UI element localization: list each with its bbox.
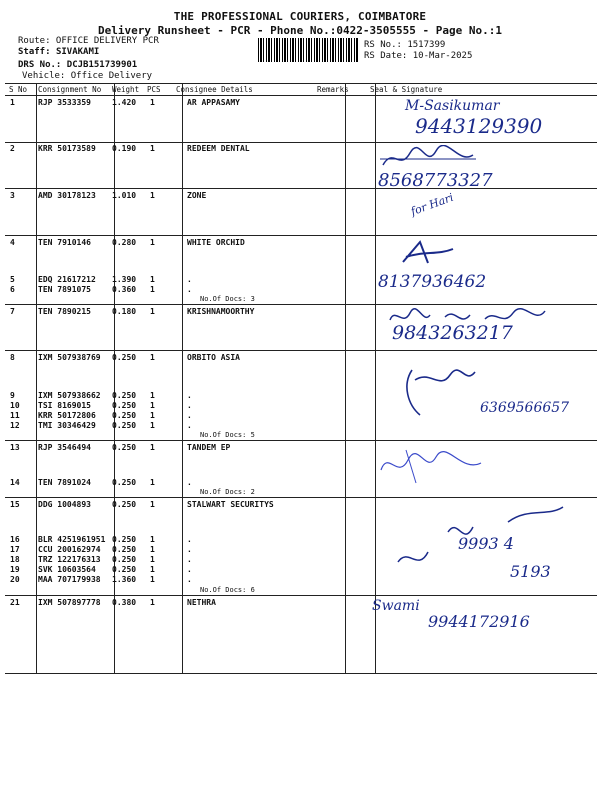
signature-13-scribble bbox=[376, 445, 486, 485]
row-pcs: 1 bbox=[150, 307, 155, 316]
col-header-consignee: Consignee Details bbox=[176, 85, 253, 94]
col-divider-3 bbox=[182, 83, 183, 673]
signature-1-phone: 9443129390 bbox=[415, 114, 543, 138]
row-pcs: 1 bbox=[150, 478, 155, 487]
row-weight: 0.250 bbox=[112, 555, 137, 564]
col-header-pcs: PCS bbox=[147, 85, 161, 94]
doc-count: No.Of Docs: 3 bbox=[200, 295, 255, 303]
doc-count: No.Of Docs: 2 bbox=[200, 488, 255, 496]
signature-1-name: M-Sasikumar bbox=[405, 98, 500, 114]
row-sno: 12 bbox=[10, 421, 20, 430]
group-line-8 bbox=[5, 595, 597, 596]
row-weight: 0.380 bbox=[112, 598, 137, 607]
row-consignee: ZONE bbox=[187, 191, 207, 200]
row-consignee: NETHRA bbox=[187, 598, 216, 607]
row-pcs: 1 bbox=[150, 144, 155, 153]
row-consignee: . bbox=[187, 555, 192, 564]
signature-2-scribble bbox=[378, 145, 478, 173]
runsheet-barcode bbox=[258, 38, 358, 62]
col-header-weight: Weight bbox=[112, 85, 140, 94]
row-consignee: STALWART SECURITYS bbox=[187, 500, 274, 509]
row-weight: 0.280 bbox=[112, 238, 137, 247]
row-consignee: . bbox=[187, 535, 192, 544]
row-consignment-no: IXM 507938662 bbox=[38, 391, 101, 400]
row-pcs: 1 bbox=[150, 391, 155, 400]
col-header-signature: Seal & Signature bbox=[370, 85, 443, 94]
row-pcs: 1 bbox=[150, 443, 155, 452]
row-weight: 0.250 bbox=[112, 411, 137, 420]
row-consignee: KRISHNAMOORTHY bbox=[187, 307, 255, 316]
row-pcs: 1 bbox=[150, 411, 155, 420]
row-weight: 1.420 bbox=[112, 98, 137, 107]
rs-date: RS Date: 10-Mar-2025 bbox=[364, 51, 473, 61]
row-sno: 5 bbox=[10, 275, 15, 284]
row-pcs: 1 bbox=[150, 401, 155, 410]
row-consignee: . bbox=[187, 545, 192, 554]
row-weight: 0.250 bbox=[112, 391, 137, 400]
signature-21-phone: 9944172916 bbox=[428, 612, 530, 631]
rs-number: RS No.: 1517399 bbox=[364, 40, 446, 50]
row-consignment-no: TEN 7891075 bbox=[38, 285, 91, 294]
signature-15-line-b: 5193 bbox=[510, 562, 551, 581]
row-pcs: 1 bbox=[150, 555, 155, 564]
staff-value: SIVAKAMI bbox=[55, 47, 100, 57]
doc-count: No.Of Docs: 5 bbox=[200, 431, 255, 439]
row-sno: 19 bbox=[10, 565, 20, 574]
row-pcs: 1 bbox=[150, 545, 155, 554]
group-line-1 bbox=[5, 142, 597, 143]
col-header-sno: S No bbox=[9, 85, 28, 94]
row-sno: 3 bbox=[10, 191, 15, 200]
col-header-remarks: Remarks bbox=[317, 85, 349, 94]
row-consignee: TANDEM EP bbox=[187, 443, 231, 452]
group-line-2 bbox=[5, 188, 597, 189]
row-sno: 13 bbox=[10, 443, 20, 452]
row-sno: 10 bbox=[10, 401, 20, 410]
row-weight: 0.180 bbox=[112, 307, 137, 316]
row-consignee: . bbox=[187, 565, 192, 574]
row-consignment-no: TMI 30346429 bbox=[38, 421, 96, 430]
row-pcs: 1 bbox=[150, 98, 155, 107]
row-sno: 20 bbox=[10, 575, 20, 584]
drs-value: DCJB151739901 bbox=[66, 60, 138, 70]
row-sno: 8 bbox=[10, 353, 15, 362]
row-consignee: WHITE ORCHID bbox=[187, 238, 245, 247]
drs-label: DRS No.: bbox=[18, 60, 62, 70]
group-line-3 bbox=[5, 235, 597, 236]
row-pcs: 1 bbox=[150, 421, 155, 430]
row-pcs: 1 bbox=[150, 575, 155, 584]
row-consignee: . bbox=[187, 401, 192, 410]
row-consignee: REDEEM DENTAL bbox=[187, 144, 250, 153]
row-consignee: AR APPASAMY bbox=[187, 98, 240, 107]
row-consignee: . bbox=[187, 391, 192, 400]
col-divider-5 bbox=[375, 83, 376, 673]
signature-6-phone: 8137936462 bbox=[378, 272, 487, 292]
col-divider-2 bbox=[114, 83, 115, 673]
row-sno: 11 bbox=[10, 411, 20, 420]
route-text: Route: OFFICE DELIVERY PCR bbox=[18, 36, 159, 46]
signature-21-name: Swami bbox=[372, 598, 420, 614]
row-consignment-no: TSI 8169015 bbox=[38, 401, 91, 410]
table-bottom-line bbox=[5, 673, 597, 674]
row-consignment-no: DDG 1004893 bbox=[38, 500, 91, 509]
col-divider-1 bbox=[36, 83, 37, 673]
row-consignment-no: MAA 707179938 bbox=[38, 575, 101, 584]
signature-2-phone: 8568773327 bbox=[378, 170, 493, 191]
row-consignment-no: IXM 507897778 bbox=[38, 598, 101, 607]
group-line-5 bbox=[5, 350, 597, 351]
row-consignment-no: TRZ 122176313 bbox=[38, 555, 101, 564]
row-weight: 0.250 bbox=[112, 535, 137, 544]
row-pcs: 1 bbox=[150, 565, 155, 574]
row-sno: 2 bbox=[10, 144, 15, 153]
row-consignment-no: RJP 3546494 bbox=[38, 443, 91, 452]
row-sno: 17 bbox=[10, 545, 20, 554]
row-weight: 0.250 bbox=[112, 500, 137, 509]
row-consignment-no: KRR 50172806 bbox=[38, 411, 96, 420]
row-sno: 4 bbox=[10, 238, 15, 247]
col-header-consignment: Consignment No bbox=[38, 85, 102, 94]
row-consignment-no: RJP 3533359 bbox=[38, 98, 91, 107]
row-weight: 0.190 bbox=[112, 144, 137, 153]
row-pcs: 1 bbox=[150, 353, 155, 362]
row-weight: 0.360 bbox=[112, 285, 137, 294]
signature-15-line-a: 9993 4 bbox=[458, 534, 514, 553]
row-consignment-no: TEN 7890215 bbox=[38, 307, 91, 316]
row-sno: 1 bbox=[10, 98, 15, 107]
row-consignee: . bbox=[187, 411, 192, 420]
row-sno: 6 bbox=[10, 285, 15, 294]
signature-3-note: for Hari bbox=[409, 190, 456, 219]
row-sno: 9 bbox=[10, 391, 15, 400]
table-header-line bbox=[5, 95, 597, 96]
doc-count: No.Of Docs: 6 bbox=[200, 586, 255, 594]
row-consignee: . bbox=[187, 478, 192, 487]
row-consignment-no: KRR 50173589 bbox=[38, 144, 96, 153]
row-consignment-no: TEN 7891024 bbox=[38, 478, 91, 487]
row-consignment-no: AMD 30178123 bbox=[38, 191, 96, 200]
row-consignment-no: BLR 4251961951 bbox=[38, 535, 106, 544]
company-title: THE PROFESSIONAL COURIERS, COIMBATORE bbox=[173, 10, 427, 23]
vehicle-text: Vehicle: Office Delivery bbox=[22, 71, 153, 81]
runsheet-subtitle: Delivery Runsheet - PCR - Phone No.:0422-3505555 - Page No.:1 bbox=[98, 24, 502, 37]
row-pcs: 1 bbox=[150, 500, 155, 509]
row-weight: 0.250 bbox=[112, 565, 137, 574]
staff-label: Staff: bbox=[18, 47, 51, 57]
signature-8-phone: 6369566657 bbox=[480, 400, 570, 416]
row-consignment-no: CCU 200162974 bbox=[38, 545, 101, 554]
row-consignment-no: TEN 7910146 bbox=[38, 238, 91, 247]
group-line-7 bbox=[5, 497, 597, 498]
row-pcs: 1 bbox=[150, 535, 155, 544]
group-line-6 bbox=[5, 440, 597, 441]
row-sno: 14 bbox=[10, 478, 20, 487]
row-pcs: 1 bbox=[150, 238, 155, 247]
row-consignee: ORBITO ASIA bbox=[187, 353, 240, 362]
row-sno: 16 bbox=[10, 535, 20, 544]
row-pcs: 1 bbox=[150, 191, 155, 200]
signature-8-scribble bbox=[400, 360, 480, 420]
row-weight: 0.250 bbox=[112, 443, 137, 452]
signature-7-phone: 9843263217 bbox=[392, 322, 513, 344]
row-consignee: . bbox=[187, 575, 192, 584]
signature-4-scribble bbox=[398, 237, 458, 269]
row-consignee: . bbox=[187, 421, 192, 430]
row-weight: 0.250 bbox=[112, 421, 137, 430]
row-consignee: . bbox=[187, 285, 192, 294]
row-consignment-no: IXM 507938769 bbox=[38, 353, 101, 362]
row-weight: 1.360 bbox=[112, 575, 137, 584]
drs-line bbox=[18, 60, 137, 70]
row-weight: 0.250 bbox=[112, 545, 137, 554]
row-pcs: 1 bbox=[150, 275, 155, 284]
row-sno: 21 bbox=[10, 598, 20, 607]
row-consignee: . bbox=[187, 275, 192, 284]
row-weight: 1.390 bbox=[112, 275, 137, 284]
row-sno: 15 bbox=[10, 500, 20, 509]
table-top-line bbox=[5, 83, 597, 84]
row-pcs: 1 bbox=[150, 285, 155, 294]
row-pcs: 1 bbox=[150, 598, 155, 607]
row-weight: 1.010 bbox=[112, 191, 137, 200]
row-weight: 0.250 bbox=[112, 478, 137, 487]
row-sno: 18 bbox=[10, 555, 20, 564]
row-consignment-no: EDQ 21617212 bbox=[38, 275, 96, 284]
col-divider-4 bbox=[345, 83, 346, 673]
row-weight: 0.250 bbox=[112, 401, 137, 410]
row-sno: 7 bbox=[10, 307, 15, 316]
row-consignment-no: SVK 10603564 bbox=[38, 565, 96, 574]
row-weight: 0.250 bbox=[112, 353, 137, 362]
staff-line bbox=[18, 47, 99, 57]
